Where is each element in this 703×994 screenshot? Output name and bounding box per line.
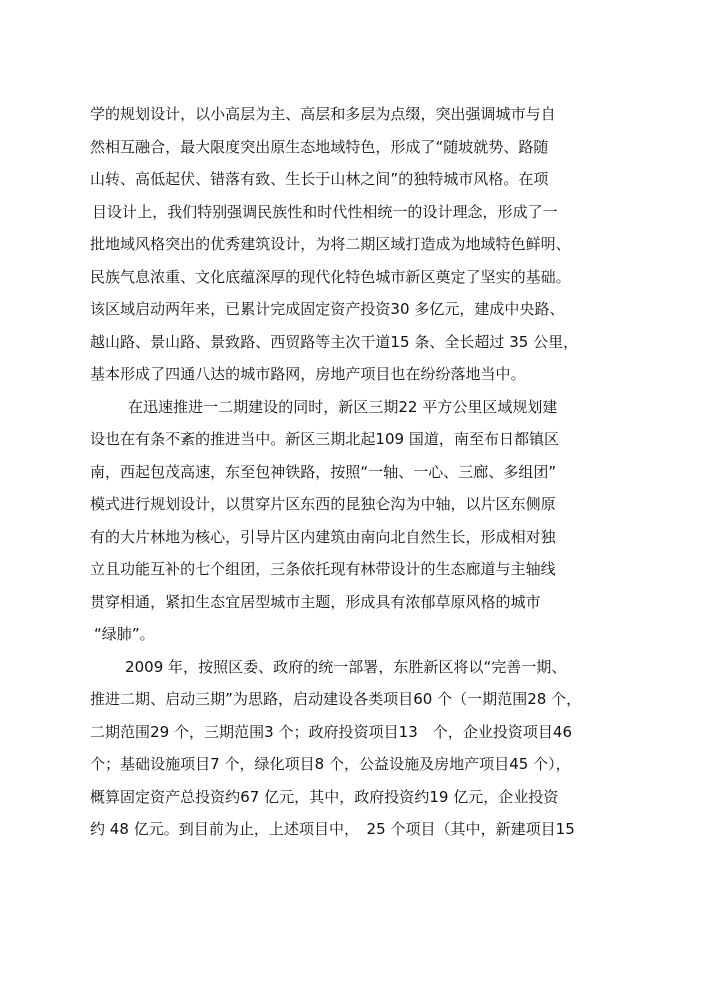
text-line: 批地域风格突出的优秀建筑设计，为将二期区域打造成为地域特色鲜明、 (90, 235, 571, 253)
text-line: “绿肺”。 (94, 625, 155, 643)
text-line: 基本形成了四通八达的城市路网，房地产项目也在纷纷落地当中。 (90, 365, 526, 383)
text-line: 学的规划设计，以小高层为主、高层和多层为点缀，突出强调城市与自 (90, 105, 556, 123)
text-line: 贯穿相通，紧扣生态宜居型城市主题，形成具有浓郁草原风格的城市 (90, 592, 541, 611)
text-line: 南，西起包茂高速，东至包神铁路，按照“一轴、一心、三廊、多组团” (90, 462, 557, 481)
text-line: 目设计上，我们特别强调民族性和时代性相统一的设计理念，形成了一 (92, 202, 558, 221)
text-line: 设也在有条不紊的推进当中。新区三期北起109 国道，南至布日都镇区 (90, 430, 560, 448)
text-line: 概算固定资产总投资约67 亿元，其中，政府投资约19 亿元，企业投资 (90, 787, 559, 806)
text-line: 该区域启动两年来，已累计完成固定资产投资30 多亿元，建成中央路、 (90, 300, 565, 318)
text-line: 越山路、景山路、景致路、西贸路等主次干道15 条、全长超过 35 公里， (90, 332, 579, 351)
paragraph-first-line: 2009 年，按照区委、政府的统一部署，东胜新区将以“完善一期、 (125, 657, 567, 676)
text-line: 推进二期、启动三期”为思路，启动建设各类项目60 个（一期范围28 个， (90, 690, 582, 708)
document-body (90, 98, 630, 846)
paragraph-first-line: 在迅速推进一二期建设的同时，新区三期22 平方公里区域规划建 (128, 397, 558, 416)
text-line: 模式进行规划设计，以贯穿片区东西的昆独仑沟为中轴，以片区东侧原 (90, 495, 556, 513)
text-line: 然相互融合，最大限度突出原生态地域特色，形成了“随坡就势、路随 (90, 137, 549, 156)
text-line: 二期范围29 个，三期范围3 个；政府投资项目13 个，企业投资项目46 (90, 722, 573, 741)
text-line: 约 48 亿元。到目前为止，上述项目中， 25 个项目（其中，新建项目15 (90, 820, 575, 838)
text-line: 山转、高低起伏、错落有致、生长于山林之间”的独特城市风格。在项 (90, 170, 549, 188)
text-line: 有的大片林地为核心，引导片区内建筑由南向北自然生长，形成相对独 (90, 527, 556, 546)
text-line: 个；基础设施项目7 个，绿化项目8 个，公益设施及房地产项目45 个）， (90, 755, 571, 773)
text-line: 民族气息浓重、文化底蕴深厚的现代化特色城市新区奠定了坚实的基础。 (90, 267, 571, 286)
text-line: 立且功能互补的七个组团，三条依托现有林带设计的生态廊道与主轴线 (90, 560, 556, 578)
